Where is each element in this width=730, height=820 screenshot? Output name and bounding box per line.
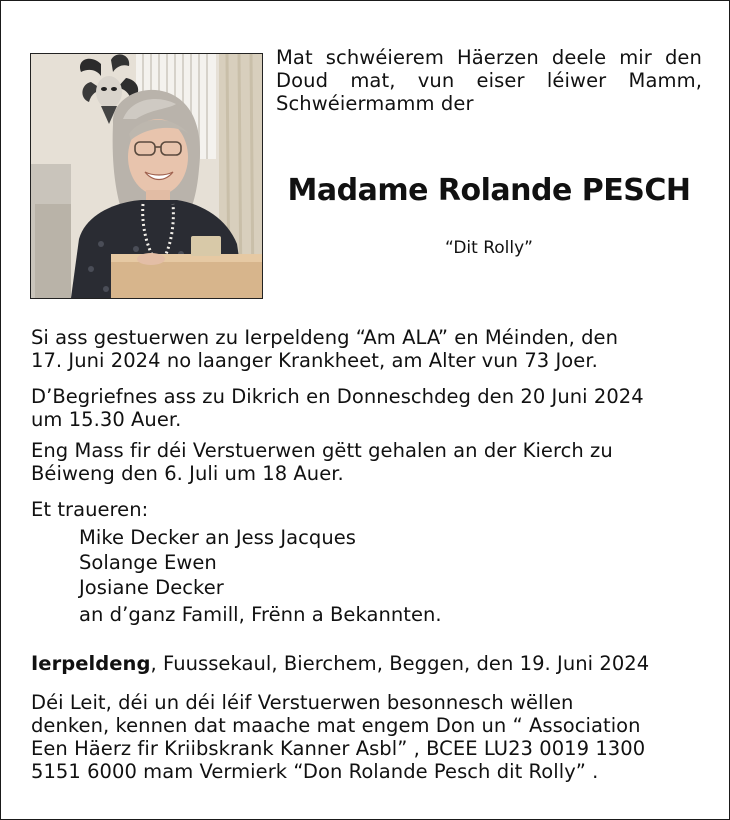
death-notice-line: Si ass gestuerwen zu Ierpeldeng “Am ALA” en Méinden, den xyxy=(31,326,618,349)
death-notice xyxy=(31,326,703,372)
mourners-heading: Et traueren: xyxy=(31,498,149,521)
mass-notice xyxy=(31,439,703,485)
portrait-photo xyxy=(30,53,263,299)
place-date-line xyxy=(31,652,703,675)
deceased-nickname: “Dit Rolly” xyxy=(445,238,533,258)
mourners-section xyxy=(31,498,703,626)
funeral-line: um 15.30 Auer. xyxy=(31,408,182,431)
death-notice-line: 17. Juni 2024 no laanger Krankheet, am Alter vun 73 Joer. xyxy=(31,349,598,372)
funeral-notice xyxy=(31,385,703,431)
place-name: Ierpeldeng xyxy=(31,652,151,675)
intro-text xyxy=(276,46,702,115)
funeral-line: D’Begriefnes ass zu Dikrich en Donneschdeg den 20 Juni 2024 xyxy=(31,385,644,408)
mass-line: Eng Mass fir déi Verstuerwen gëtt gehalen an der Kierch zu xyxy=(31,439,613,462)
mass-line: Béiweng den 6. Juli um 18 Auer. xyxy=(31,462,344,485)
mourner-name: Josiane Decker xyxy=(79,576,224,599)
donation-notice xyxy=(31,691,703,783)
portrait-illustration xyxy=(31,54,262,298)
donation-line: Een Häerz fir Kriibskrank Kanner Asbl” , BCEE LU23 0019 1300 xyxy=(31,737,646,760)
donation-line: 5151 6000 mam Vermierk “Don Rolande Pesch dit Rolly” . xyxy=(31,760,599,783)
mourner-name: Solange Ewen xyxy=(79,551,217,574)
deceased-name: Madame Rolande PESCH xyxy=(287,173,691,208)
mourner-name: Mike Decker an Jess Jacques xyxy=(79,526,357,549)
intro-line: Doud mat, vun eiser léiwer Mamm, xyxy=(276,69,702,92)
intro-line: Schwéiermamm der xyxy=(276,92,474,115)
donation-line: denken, kennen dat maache mat engem Don un “ Association xyxy=(31,714,641,737)
donation-line: Déi Leit, déi un déi léif Verstuerwen besonnesch wëllen xyxy=(31,691,574,714)
intro-line: Mat schwéierem Häerzen deele mir den xyxy=(276,46,702,69)
place-date-rest: , Fuussekaul, Bierchem, Beggen, den 19. Juni 2024 xyxy=(150,652,650,675)
mourner-name: an d’ganz Famill, Frënn a Bekannten. xyxy=(79,603,442,626)
